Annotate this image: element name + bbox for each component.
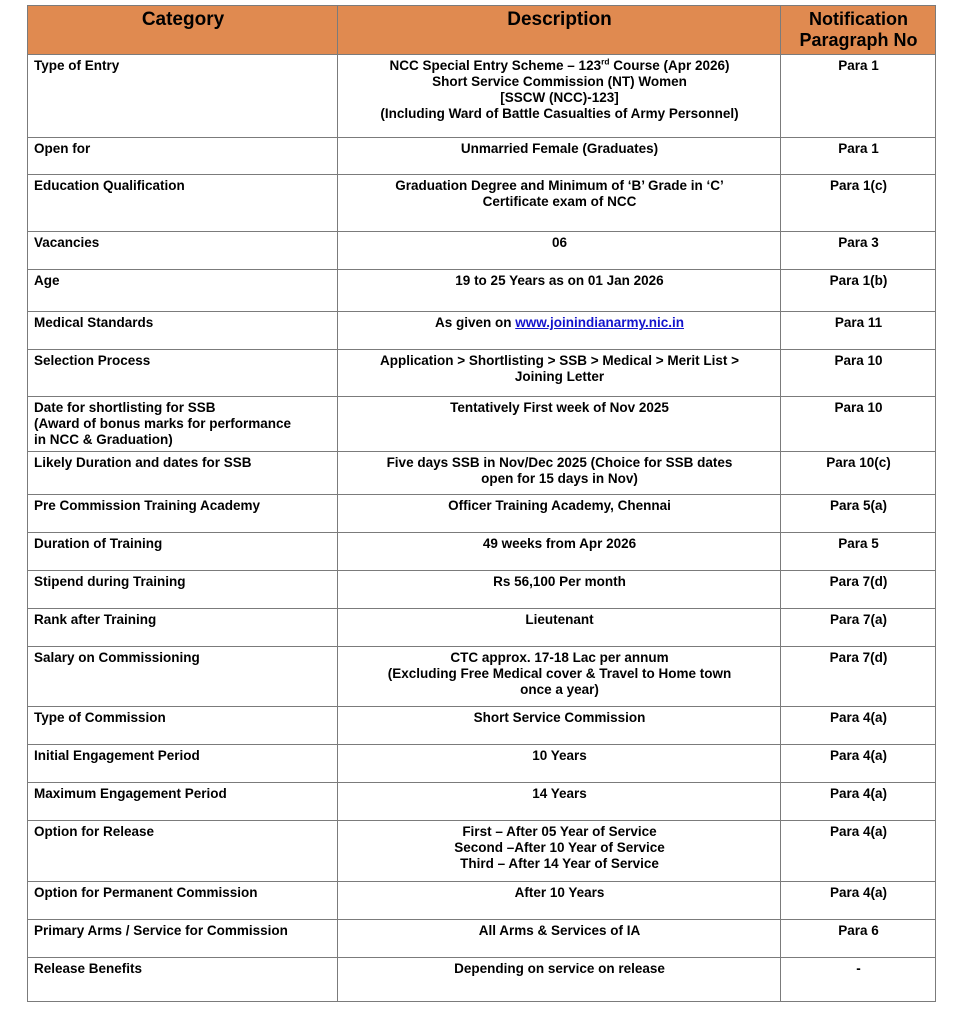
table-header-row — [28, 6, 936, 55]
cell-description — [338, 571, 781, 609]
category-text: Initial Engagement Period — [34, 748, 200, 764]
description-line-2: Joining Letter — [514, 369, 605, 385]
description-line-1: As given on www.joinindianarmy.nic.in — [434, 315, 685, 331]
notification-paragraph-text: - — [856, 961, 861, 977]
cell-category — [28, 452, 338, 495]
cell-category — [28, 138, 338, 175]
category-text: Primary Arms / Service for Commission — [34, 923, 288, 939]
category-text: Vacancies — [34, 235, 100, 251]
notification-paragraph-text: Para 1 — [838, 58, 879, 74]
notification-paragraph-text: Para 4(a) — [829, 748, 888, 764]
notification-paragraph-text: Para 11 — [834, 315, 883, 331]
category-line-2: (Award of bonus marks for performance — [34, 416, 292, 432]
cell-category — [28, 232, 338, 270]
notification-paragraph-text: Para 4(a) — [829, 786, 888, 802]
cell-category — [28, 350, 338, 397]
column-header-description: Description — [338, 6, 781, 55]
cell-notification-paragraph — [781, 882, 936, 920]
notification-paragraph-text: Para 4(a) — [829, 824, 888, 840]
notification-paragraph-text: Para 5 — [838, 536, 879, 552]
description-line-1: Depending on service on release — [454, 961, 665, 977]
category-line-1: Date for shortlisting for SSB — [34, 400, 216, 416]
cell-notification-paragraph — [781, 647, 936, 707]
cell-description — [338, 452, 781, 495]
cell-description — [338, 397, 781, 452]
notification-paragraph-text: Para 1(b) — [829, 273, 888, 289]
category-text: Duration of Training — [34, 536, 163, 552]
cell-description — [338, 920, 781, 958]
category-text: Age — [34, 273, 60, 289]
description-line-1: Application > Shortlisting > SSB > Medical > Merit List > — [380, 353, 739, 369]
cell-category — [28, 882, 338, 920]
cell-notification-paragraph — [781, 571, 936, 609]
cell-category — [28, 609, 338, 647]
cell-description — [338, 175, 781, 232]
cell-description — [338, 138, 781, 175]
description-line-1: Lieutenant — [525, 612, 594, 628]
category-text: Option for Release — [34, 824, 155, 840]
cell-notification-paragraph — [781, 312, 936, 350]
notification-paragraph-text: Para 1(c) — [829, 178, 888, 194]
cell-notification-paragraph — [781, 350, 936, 397]
cell-category — [28, 312, 338, 350]
description-line-1: First – After 05 Year of Service — [462, 824, 657, 840]
category-text: Salary on Commissioning — [34, 650, 200, 666]
description-line-1: Unmarried Female (Graduates) — [460, 141, 659, 157]
cell-category — [28, 495, 338, 533]
cell-notification-paragraph — [781, 270, 936, 312]
description-line-1: 49 weeks from Apr 2026 — [482, 536, 637, 552]
description-line-3: Third – After 14 Year of Service — [460, 856, 659, 872]
description-line-1: Officer Training Academy, Chennai — [448, 498, 671, 514]
cell-description — [338, 270, 781, 312]
description-line-2: Certificate exam of NCC — [482, 194, 637, 210]
cell-notification-paragraph — [781, 958, 936, 1002]
description-line-1: CTC approx. 17-18 Lac per annum — [450, 650, 669, 666]
table-row — [28, 745, 936, 783]
table-row — [28, 609, 936, 647]
cell-category — [28, 55, 338, 138]
table-row — [28, 175, 936, 232]
notification-paragraph-text: Para 10 — [834, 400, 883, 416]
category-text: Stipend during Training — [34, 574, 186, 590]
table-row — [28, 452, 936, 495]
cell-description — [338, 495, 781, 533]
cell-description — [338, 55, 781, 138]
column-header-notification-line1: Notification — [809, 9, 908, 29]
cell-description — [338, 745, 781, 783]
category-text: Maximum Engagement Period — [34, 786, 227, 802]
cell-notification-paragraph — [781, 232, 936, 270]
cell-category — [28, 647, 338, 707]
table-row — [28, 533, 936, 571]
cell-category — [28, 533, 338, 571]
table-body — [28, 55, 936, 1002]
ncc-entry-details-table — [27, 5, 936, 1002]
table-row — [28, 882, 936, 920]
cell-description — [338, 783, 781, 821]
notification-paragraph-text: Para 7(a) — [829, 612, 888, 628]
cell-description — [338, 707, 781, 745]
cell-description — [338, 350, 781, 397]
table-row — [28, 647, 936, 707]
joinindianarmy-link[interactable]: www.joinindianarmy.nic.in — [515, 315, 685, 331]
cell-description — [338, 958, 781, 1002]
cell-description — [338, 609, 781, 647]
cell-notification-paragraph — [781, 452, 936, 495]
cell-category — [28, 707, 338, 745]
notification-paragraph-text: Para 6 — [838, 923, 879, 939]
notification-paragraph-text: Para 4(a) — [829, 710, 888, 726]
ordinal-suffix: rd — [601, 56, 610, 67]
cell-description — [338, 232, 781, 270]
cell-category — [28, 571, 338, 609]
description-line-1: After 10 Years — [514, 885, 605, 901]
table-row — [28, 232, 936, 270]
cell-notification-paragraph — [781, 495, 936, 533]
description-line-1: Tentatively First week of Nov 2025 — [450, 400, 669, 416]
description-line-1: Short Service Commission — [473, 710, 646, 726]
notification-paragraph-text: Para 5(a) — [829, 498, 888, 514]
cell-notification-paragraph — [781, 397, 936, 452]
category-text: Education Qualification — [34, 178, 185, 194]
table-row — [28, 920, 936, 958]
category-text: Medical Standards — [34, 315, 154, 331]
cell-notification-paragraph — [781, 920, 936, 958]
description-line-2: Short Service Commission (NT) Women — [432, 74, 687, 90]
table-row — [28, 707, 936, 745]
table-row — [28, 495, 936, 533]
column-header-notification-line2: Paragraph No — [799, 30, 918, 51]
table-row — [28, 138, 936, 175]
notification-paragraph-text: Para 7(d) — [829, 650, 888, 666]
cell-description — [338, 533, 781, 571]
cell-description — [338, 882, 781, 920]
description-line-1: 19 to 25 Years as on 01 Jan 2026 — [455, 273, 664, 289]
description-line-1: 14 Years — [532, 786, 587, 802]
cell-category — [28, 920, 338, 958]
table-row — [28, 312, 936, 350]
category-text: Option for Permanent Commission — [34, 885, 258, 901]
cell-description — [338, 312, 781, 350]
table-header — [28, 6, 936, 55]
cell-description — [338, 821, 781, 882]
cell-notification-paragraph — [781, 783, 936, 821]
table-row — [28, 821, 936, 882]
description-line-1: 06 — [551, 235, 568, 251]
cell-notification-paragraph — [781, 821, 936, 882]
cell-category — [28, 958, 338, 1002]
table-row — [28, 350, 936, 397]
description-line-3: [SSCW (NCC)-123] — [500, 90, 619, 106]
cell-notification-paragraph — [781, 707, 936, 745]
notification-paragraph-text: Para 1 — [838, 141, 879, 157]
description-line-2: open for 15 days in Nov) — [481, 471, 638, 487]
cell-category — [28, 783, 338, 821]
description-line-1: Five days SSB in Nov/Dec 2025 (Choice for SSB dates — [386, 455, 733, 471]
table-row — [28, 783, 936, 821]
cell-category — [28, 175, 338, 232]
description-line-1: NCC Special Entry Scheme – 123rd Course (Apr 2026) — [389, 56, 730, 74]
description-line-4: (Including Ward of Battle Casualties of Army Personnel) — [380, 106, 739, 122]
description-line-1: All Arms & Services of IA — [478, 923, 641, 939]
description-line-2: (Excluding Free Medical cover & Travel to Home town — [387, 666, 732, 682]
table-row — [28, 270, 936, 312]
category-text: Pre Commission Training Academy — [34, 498, 261, 514]
cell-notification-paragraph — [781, 533, 936, 571]
notification-paragraph-text: Para 7(d) — [829, 574, 888, 590]
notification-paragraph-text: Para 3 — [838, 235, 879, 251]
table-row — [28, 397, 936, 452]
cell-category — [28, 270, 338, 312]
cell-notification-paragraph — [781, 138, 936, 175]
description-line-1: Graduation Degree and Minimum of ‘B’ Grade in ‘C’ — [395, 178, 724, 194]
category-text: Type of Commission — [34, 710, 166, 726]
column-header-category: Category — [28, 6, 338, 55]
notification-paragraph-text: Para 10(c) — [826, 455, 891, 471]
description-line-3: once a year) — [520, 682, 599, 698]
table-row — [28, 958, 936, 1002]
notification-paragraph-text: Para 10 — [834, 353, 883, 369]
description-line-2: Second –After 10 Year of Service — [454, 840, 665, 856]
table-row — [28, 55, 936, 138]
category-line-3: in NCC & Graduation) — [34, 432, 173, 448]
description-line-1: 10 Years — [532, 748, 587, 764]
cell-notification-paragraph — [781, 745, 936, 783]
category-text: Open for — [34, 141, 91, 157]
description-line-1: Rs 56,100 Per month — [493, 574, 626, 590]
category-text: Type of Entry — [34, 58, 120, 74]
cell-category — [28, 397, 338, 452]
cell-notification-paragraph — [781, 609, 936, 647]
category-text: Selection Process — [34, 353, 151, 369]
cell-category — [28, 745, 338, 783]
table-row — [28, 571, 936, 609]
category-text: Likely Duration and dates for SSB — [34, 455, 252, 471]
column-header-notification-paragraph — [781, 6, 936, 55]
category-text: Rank after Training — [34, 612, 157, 628]
cell-description — [338, 647, 781, 707]
cell-category — [28, 821, 338, 882]
category-text: Release Benefits — [34, 961, 143, 977]
cell-notification-paragraph — [781, 55, 936, 138]
notification-paragraph-text: Para 4(a) — [829, 885, 888, 901]
cell-notification-paragraph — [781, 175, 936, 232]
